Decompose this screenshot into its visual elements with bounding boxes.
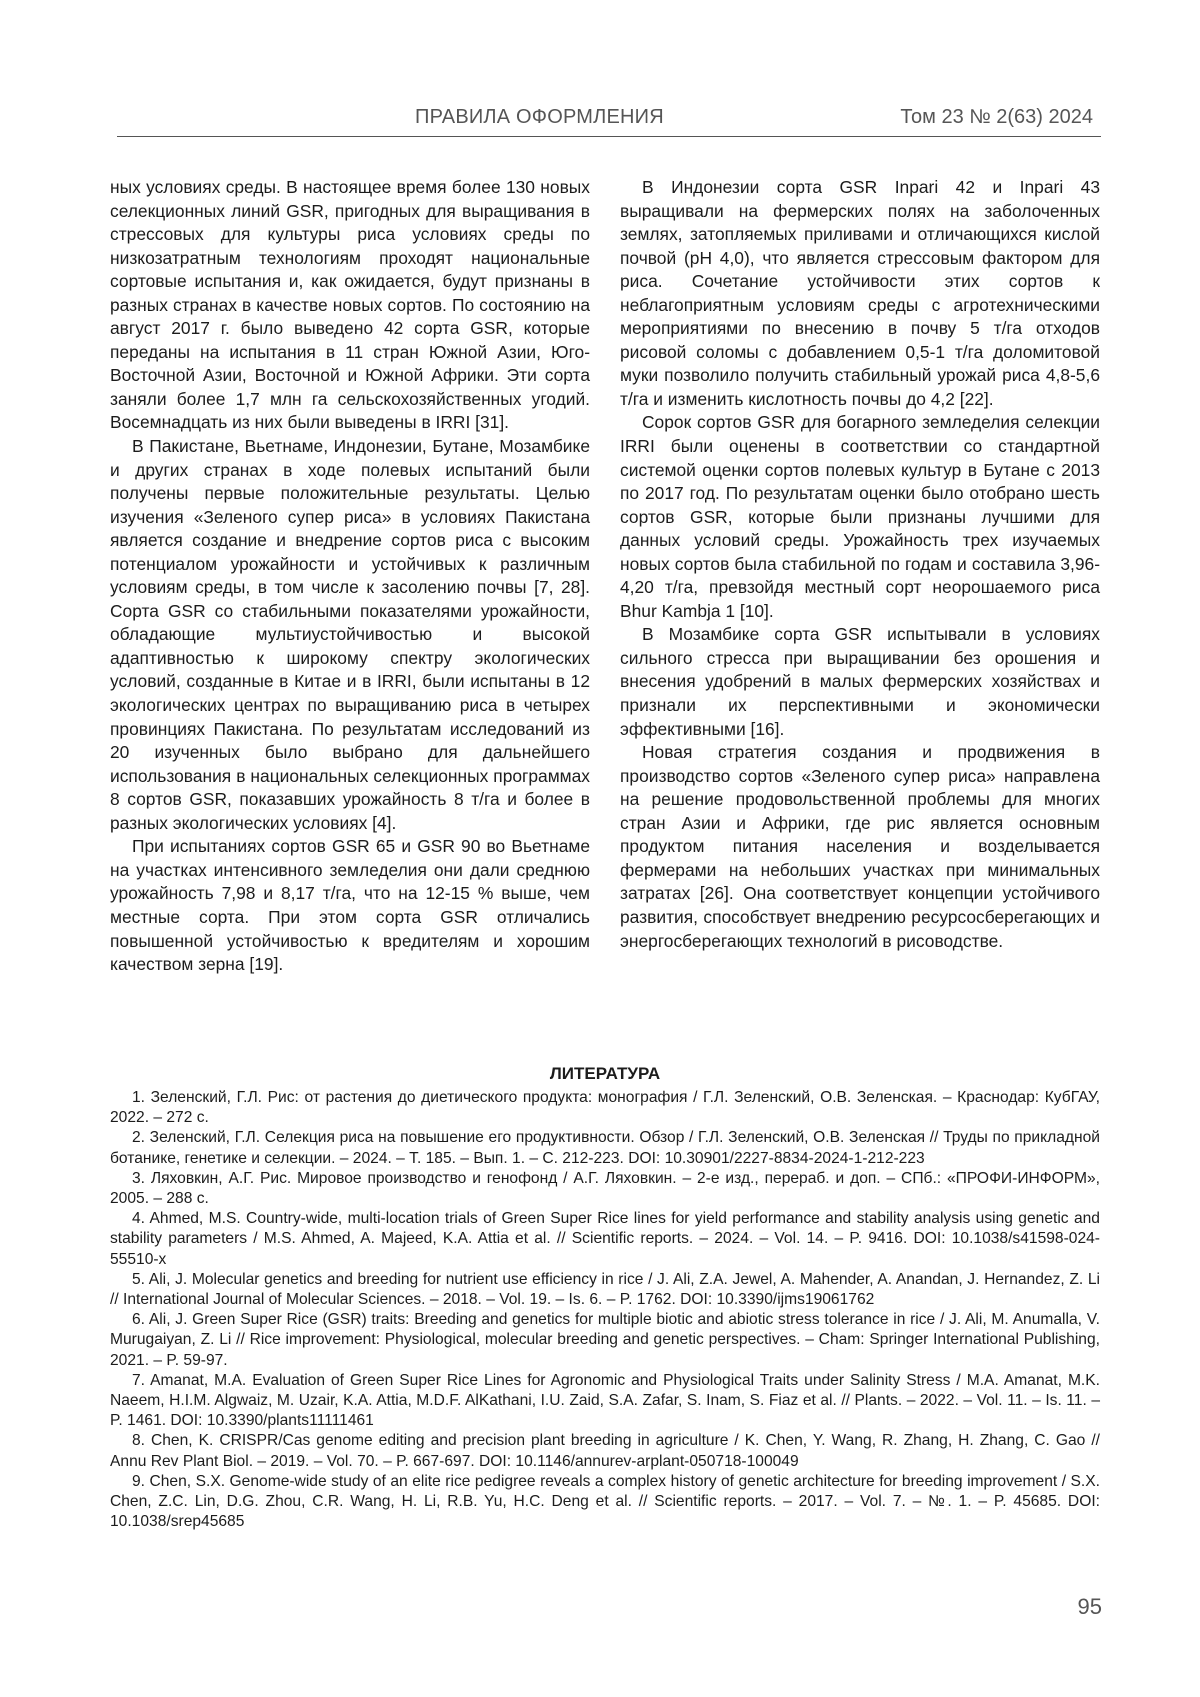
- issue-info: Том 23 № 2(63) 2024: [900, 106, 1093, 128]
- paragraph: Сорок сортов GSR для богарного земледелия селекции IRRI были оценены в соответствии со стандартной системой оценки сортов полевых культур в Бутане с 2013 по 2017 год. По результатам оценки было отобрано шесть сортов GSR, которые были признаны лучшими для данных условий среды. Урожайность трех изучаемых новых сортов была стабильной по годам и составила 3,96-4,20 т/га, превзойдя местный сорт неорошаемого риса Bhur Kambja 1 [10].: [620, 412, 1100, 621]
- reference-item: 8. Chen, K. CRISPR/Cas genome editing and precision plant breeding in agriculture / K. Chen, Y. Wang, R. Zhang, H. Zhang, C. Gao // Annu Rev Plant Biol. – 2019. – Vol. 70. – P. 667-697. DOI: 10.1146/annurev-arplant-050718-100049: [110, 1432, 1100, 1470]
- running-header-title: ПРАВИЛА ОФОРМЛЕНИЯ: [415, 106, 664, 128]
- body-columns: [110, 176, 1100, 1058]
- left-column: [110, 176, 590, 1058]
- page-number: 95: [1077, 1594, 1102, 1619]
- reference-item: 3. Ляховкин, А.Г. Рис. Мировое производство и генофонд / А.Г. Ляховкин. – 2-е изд., перераб. и доп. – СПб.: «ПРОФИ-ИНФОРМ», 2005. – 288 с.: [110, 1169, 1100, 1208]
- references-heading: ЛИТЕРАТУРА: [549, 1064, 661, 1083]
- reference-item: 9. Chen, S.X. Genome-wide study of an elite rice pedigree reveals a complex history of genetic architecture for breeding improvement / S.X. Chen, Z.C. Lin, D.G. Zhou, C.R. Wang, H. Li, R.B. Yu, H.C. Deng et al. // Scientific reports. – 2017. – Vol. 7. – №. 1. – P. 45685. DOI: 10.1038/srep45685: [110, 1472, 1100, 1531]
- reference-item: 7. Amanat, M.A. Evaluation of Green Super Rice Lines for Agronomic and Physiological Traits under Salinity Stress / M.A. Amanat, M.K. Naeem, H.I.M. Algwaiz, M. Uzair, K.A. Attia, M.D.F. AlKathani, I.U. Zaid, S.A. Zafar, S. Inam, S. Fiaz et al. // Plants. – 2022. – Vol. 11. – Is. 11. – P. 1461. DOI: 10.3390/plants11111461: [110, 1371, 1100, 1430]
- paragraph: Новая стратегия создания и продвижения в производство сортов «Зеленого супер риса» направлена на решение продовольственной проблемы для многих стран Азии и Африки, где рис является основным продуктом питания населения и возделывается фермерами на небольших участках при минимальных затратах [26]. Она соответствует концепции устойчивого развития, способствует внедрению ресурсосберегающих и энергосберегающих технологий в рисоводстве.: [620, 742, 1100, 951]
- reference-item: 4. Ahmed, M.S. Country-wide, multi-location trials of Green Super Rice lines for yield performance and stability analysis using genetic and stability parameters / M.S. Ahmed, A. Majeed, K.A. Attia et al. // Scientific reports. – 2024. – Vol. 14. – P. 9416. DOI: 10.1038/s41598-024-55510-x: [110, 1210, 1100, 1268]
- reference-item: 6. Ali, J. Green Super Rice (GSR) traits: Breeding and genetics for multiple biotic and abiotic stress tolerance in rice / J. Ali, M. Anumalla, V. Murugaiyan, Z. Li // Rice improvement: Physiological, molecular breeding and genetic perspectives. – Cham: Springer International Publishing, 2021. – P. 59-97.: [110, 1311, 1100, 1369]
- running-header: [117, 104, 1101, 137]
- reference-item: 2. Зеленский, Г.Л. Селекция риса на повышение его продуктивности. Обзор / Г.Л. Зеленский, О.В. Зеленская // Труды по прикладной ботанике, генетике и селекции. – 2024. – Т. 185. – Вып. 1. – С. 212-223. DOI: 10.30901/2227-8834-2024-1-212-223: [110, 1129, 1100, 1167]
- right-column: [620, 176, 1100, 1058]
- reference-item: 5. Ali, J. Molecular genetics and breeding for nutrient use efficiency in rice / J. Ali, Z.A. Jewel, A. Mahender, A. Anandan, J. Hernandez, Z. Li // International Journal of Molecular Sciences. – 2018. – Vol. 19. – Is. 6. – P. 1762. DOI: 10.3390/ijms19061762: [110, 1270, 1100, 1309]
- references-list: [110, 1088, 1100, 1532]
- paragraph: ных условиях среды. В настоящее время более 130 новых селекционных линий GSR, пригодных для выращивания в стрессовых для культуры риса условиях среды по низкозатратным технологиям проходят национальные сортовые испытания и, как ожидается, будут признаны в разных странах в качестве новых сортов. По состоянию на август 2017 г. было выведено 42 сорта GSR, которые переданы на испытания в 11 стран Южной Азии, Юго-Восточной Азии, Восточной и Южной Африки. Эти сорта заняли более 1,7 млн га сельскохозяйственных угодий. Восемнадцать из них были выведены в IRRI [31].: [110, 177, 590, 433]
- paragraph: В Пакистане, Вьетнаме, Индонезии, Бутане, Мозамбике и других странах в ходе полевых испытаний были получены первые положительные результаты. Целью изучения «Зеленого супер риса» в условиях Пакистана является создание и внедрение сортов риса с высоким потенциалом урожайности и устойчивых к различным условиям среды, в том числе к засолению почвы [7, 28]. Сорта GSR со стабильными показателями урожайности, обладающие мультиустойчивостью и высокой адаптивностью к широкому спектру экологических условий, созданные в Китае и в IRRI, были испытаны в 12 экологических центрах по выращиванию риса в четырех провинциях Пакистана. По результатам исследований из 20 изученных было выбрано для дальнейшего использования в национальных селекционных программах 8 сортов GSR, показавших урожайность 8 т/га и более в разных экологических условиях [4].: [110, 436, 590, 833]
- paragraph: При испытаниях сортов GSR 65 и GSR 90 во Вьетнаме на участках интенсивного земледелия они дали среднюю урожайность 7,98 и 8,17 т/га, что на 12-15 % выше, чем местные сорта. При этом сорта GSR отличались повышенной устойчивостью к вредителям и хорошим качеством зерна [19].: [110, 836, 590, 975]
- reference-item: 1. Зеленский, Г.Л. Рис: от растения до диетического продукта: монография / Г.Л. Зеленский, О.В. Зеленская. – Краснодар: КубГАУ, 2022. – 272 с.: [110, 1089, 1100, 1127]
- paragraph: В Индонезии сорта GSR Inpari 42 и Inpari 43 выращивали на фермерских полях на заболоченных землях, затопляемых приливами и отличающихся кислой почвой (pH 4,0), что является стрессовым фактором для риса. Сочетание устойчивости этих сортов к неблагоприятным условиям среды с агротехническими мероприятиями по внесению в почву 5 т/га отходов рисовой соломы с добавлением 0,5-1 т/га доломитовой муки позволило получить стабильный урожай риса 4,8-5,6 т/га и изменить кислотность почвы до 4,2 [22].: [620, 177, 1100, 409]
- paragraph: В Мозамбике сорта GSR испытывали в условиях сильного стресса при выращивании без орошения и внесения удобрений в малых фермерских хозяйствах и признали их перспективными и экономически эффективными [16].: [620, 624, 1100, 739]
